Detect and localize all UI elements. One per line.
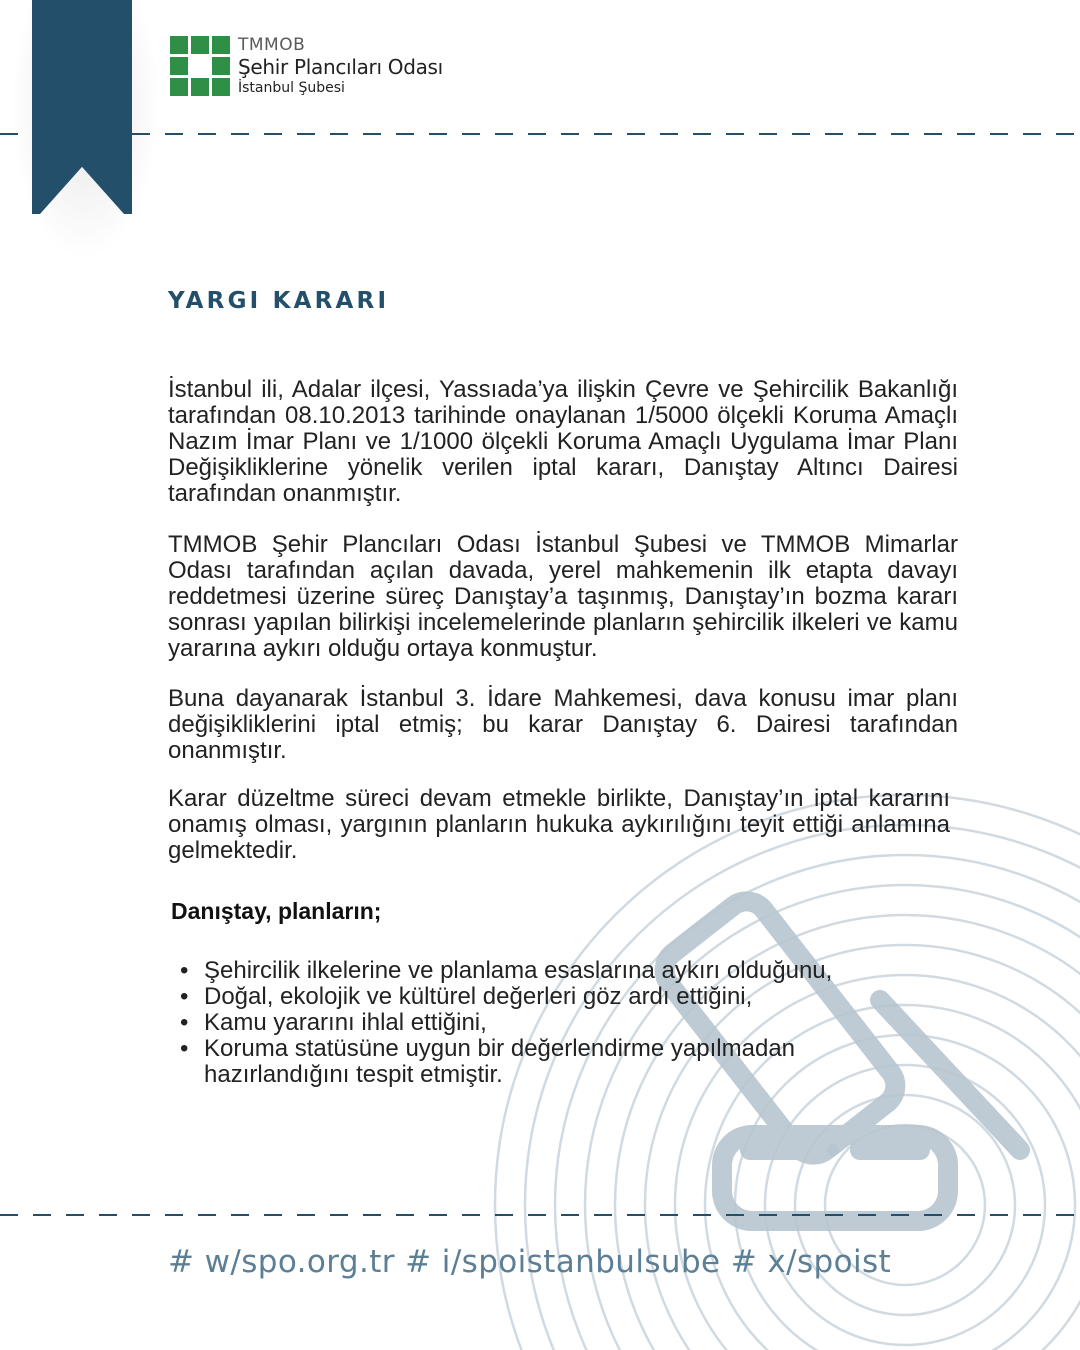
- list-item: • Şehircilik ilkelerine ve planlama esaslarına aykırı olduğunu,: [170, 958, 890, 984]
- paragraph-2: TMMOB Şehir Plancıları Odası İstanbul Şubesi ve TMMOB Mimarlar Odası tarafından açılan davada, yerel mahkemenin ilk etapta davayı reddetmesi üzerine süreç Danıştay’a taşınmış, Danıştay’ın bozma kararı sonrası yapılan bilirkişi incelemelerinde planların şehircilik ilkeleri ve kamu yararına aykırı olduğu ortaya konmuştur.: [168, 531, 958, 662]
- findings-heading: Danıştay, planların;: [171, 898, 382, 924]
- paragraph-3: Buna dayanarak İstanbul 3. İdare Mahkemesi, dava konusu imar planı değişikliklerini iptal etmiş; bu karar Danıştay 6. Dairesi tarafından onanmıştır.: [168, 685, 958, 764]
- logo-grid-icon: [170, 36, 230, 96]
- organization-logo: [170, 36, 443, 96]
- top-dashed-divider: [0, 133, 1080, 135]
- paragraph-4: Karar düzeltme süreci devam etmekle birlikte, Danıştay’ın iptal kararını onamış olması, yargının planların hukuka aykırılığını teyit ettiği anlamına gelmektedir.: [168, 785, 950, 864]
- bottom-dashed-divider: [0, 1214, 1080, 1216]
- logo-text: [238, 36, 443, 95]
- page-title: YARGI KARARI: [168, 288, 390, 314]
- list-item: • Kamu yararını ihlal ettiğini,: [170, 1010, 890, 1036]
- paragraph-1: İstanbul ili, Adalar ilçesi, Yassıada’ya ilişkin Çevre ve Şehircilik Bakanlığı tarafından 08.10.2013 tarihinde onaylanan 1/5000 ölçekli Koruma Amaçlı Nazım İmar Planı ve 1/1000 ölçekli Koruma Amaçlı Uygulama İmar Planı Değişikliklerine yönelik verilen iptal kararı, Danıştay Altıncı Dairesi tarafından onanmıştır.: [168, 376, 958, 507]
- list-item: • Koruma statüsüne uygun bir değerlendirme yapılmadan hazırlandığını tespit etmiştir.: [170, 1036, 890, 1088]
- list-item: • Doğal, ekolojik ve kültürel değerleri göz ardı ettiğini,: [170, 984, 890, 1010]
- logo-line-1: TMMOB: [238, 35, 306, 55]
- findings-list: [170, 958, 890, 1088]
- logo-line-2: Şehir Plancıları Odası: [238, 55, 443, 79]
- social-hashtags: # w/spo.org.tr # i/spoistanbulsube # x/spoist: [168, 1244, 892, 1280]
- logo-line-3: İstanbul Şubesi: [238, 80, 345, 96]
